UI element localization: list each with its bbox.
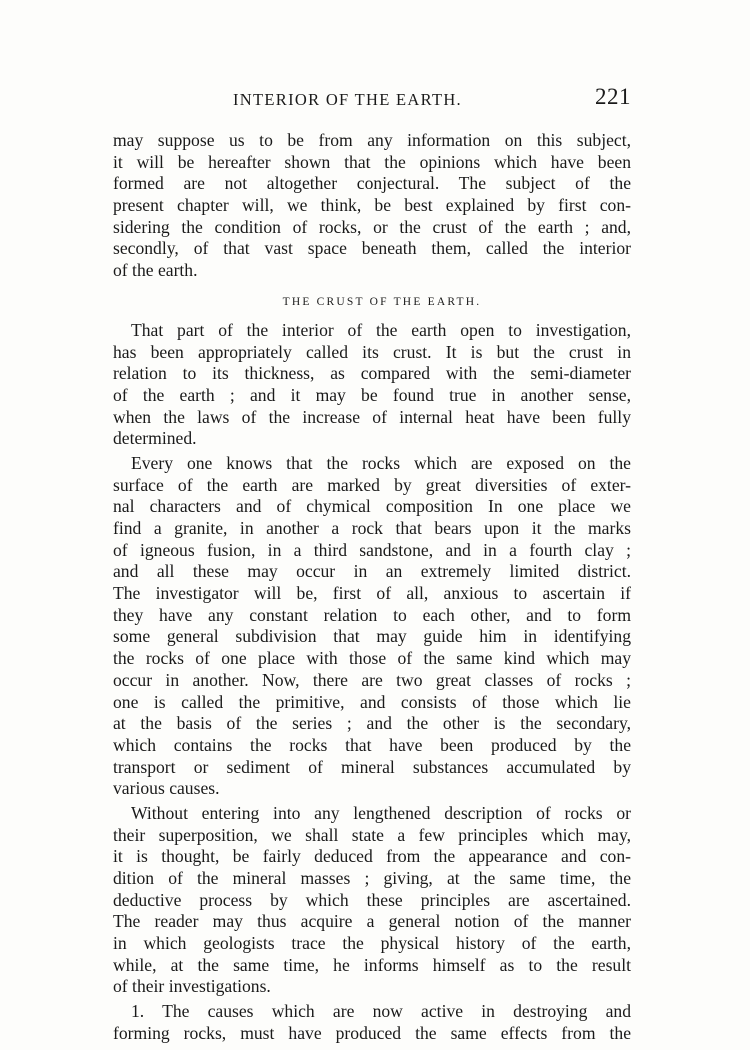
page-number: 221 xyxy=(595,84,631,109)
text-line: has been appropriately called its crust. It is but the crust in xyxy=(113,341,631,362)
paragraph-rock-classes xyxy=(113,453,631,800)
text-line: occur in another. Now, there are two great classes of rocks ; xyxy=(113,669,631,690)
body-text xyxy=(113,130,631,1045)
text-line: 1. The causes which are now active in destroying and xyxy=(131,1001,631,1022)
paragraph-principle-one xyxy=(113,1001,631,1044)
text-line: various causes. xyxy=(113,778,220,799)
text-line: Every one knows that the rocks which are exposed on the xyxy=(131,452,631,473)
text-line: of the earth. xyxy=(113,260,198,281)
text-line: present chapter will, we think, be best explained by first con- xyxy=(113,195,631,216)
text-line: That part of the interior of the earth open to investigation, xyxy=(131,319,631,340)
text-line: forming rocks, must have produced the same effects from the xyxy=(113,1022,631,1043)
paragraph-continuation xyxy=(113,130,631,282)
text-line: they have any constant relation to each other, and to form xyxy=(113,604,631,625)
text-line: it will be hereafter shown that the opinions which have been xyxy=(113,151,631,172)
text-line: of igneous fusion, in a third sandstone, and in a fourth clay ; xyxy=(113,539,631,560)
text-line: The reader may thus acquire a general notion of the manner xyxy=(113,911,631,932)
text-line: formed are not altogether conjectural. The subject of the xyxy=(113,173,631,194)
text-line: may suppose us to be from any information on this subject, xyxy=(113,130,631,150)
section-heading: THE CRUST OF THE EARTH. xyxy=(282,295,482,308)
text-line: relation to its thickness, as compared with the semi-diameter xyxy=(113,363,631,384)
text-line: The investigator will be, first of all, anxious to ascertain if xyxy=(113,583,631,604)
text-line: Without entering into any lengthened description of rocks or xyxy=(131,802,631,823)
text-line: dition of the mineral masses ; giving, at the same time, the xyxy=(113,868,631,888)
text-line: when the laws of the increase of internal heat have been fully xyxy=(113,406,631,427)
text-line: determined. xyxy=(113,428,197,449)
text-line: it is thought, be fairly deduced from the appearance and con- xyxy=(113,846,631,867)
paragraph-principles-intro xyxy=(113,803,631,998)
text-line: some general subdivision that may guide him in identifying xyxy=(113,626,631,647)
text-line: and all these may occur in an extremely limited district. xyxy=(113,561,631,582)
text-line: in which geologists trace the physical history of the earth, xyxy=(113,933,631,954)
text-line: their superposition, we shall state a few principles which may, xyxy=(113,824,631,845)
text-line: find a granite, in another a rock that bears upon it the marks xyxy=(113,518,631,538)
text-line: nal characters and of chymical composition In one place we xyxy=(113,496,631,517)
text-line: the rocks of one place with those of the same kind which may xyxy=(113,648,631,669)
text-line: of the earth ; and it may be found true in another sense, xyxy=(113,384,631,405)
paragraph-crust-definition xyxy=(113,320,631,450)
text-line: surface of the earth are marked by great diversities of exter- xyxy=(113,474,631,495)
text-line: at the basis of the series ; and the other is the secondary, xyxy=(113,713,631,734)
text-line: which contains the rocks that have been produced by the xyxy=(113,734,631,755)
text-line: transport or sediment of mineral substances accumulated by xyxy=(113,756,631,777)
text-line: sidering the condition of rocks, or the crust of the earth ; and, xyxy=(113,216,631,237)
text-line: secondly, of that vast space beneath them, called the interior xyxy=(113,238,631,259)
text-line: of their investigations. xyxy=(113,976,271,997)
text-line: while, at the same time, he informs himself as to the result xyxy=(113,954,631,975)
running-title: INTERIOR OF THE EARTH. xyxy=(233,90,462,109)
text-line: one is called the primitive, and consists of those which lie xyxy=(113,691,631,712)
text-line: deductive process by which these principles are ascertained. xyxy=(113,889,631,910)
running-head xyxy=(113,84,631,114)
